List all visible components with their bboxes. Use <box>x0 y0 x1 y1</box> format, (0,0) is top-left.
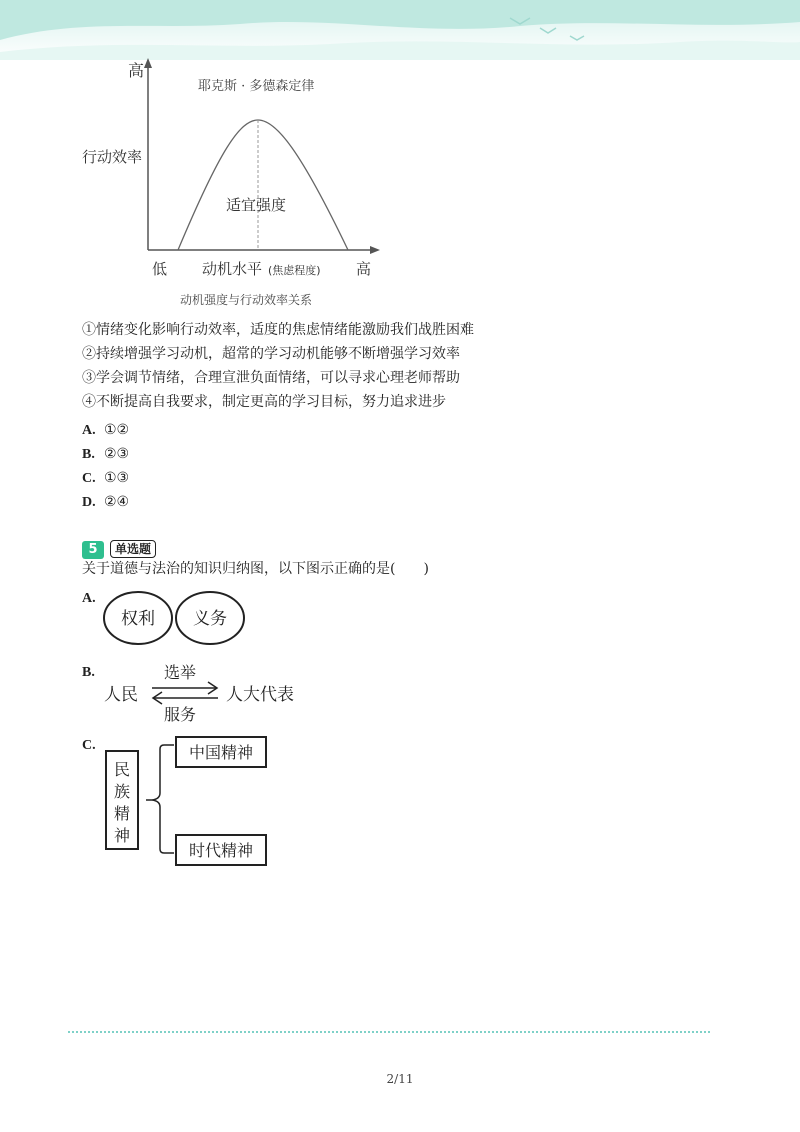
yerkes-dodson-figure <box>80 50 400 320</box>
bracket <box>146 745 174 853</box>
figure-caption: 动机强度与行动效率关系 <box>180 293 313 307</box>
optimal-label: 适宜强度 <box>226 196 287 214</box>
q4-option-a[interactable] <box>82 420 129 441</box>
q4-option-d[interactable] <box>82 492 129 513</box>
y-high-label: 高 <box>128 61 145 80</box>
option-text: ②③ <box>104 446 130 462</box>
footer-divider <box>68 1031 710 1033</box>
option-letter: B. <box>82 665 95 680</box>
era-spirit-label: 时代精神 <box>188 841 254 860</box>
statement-2: ②持续增强学习动机，超常的学习动机能够不断增强学习效率 <box>82 346 460 362</box>
q5-header <box>82 538 156 559</box>
option-text: ②④ <box>104 494 130 510</box>
duties-label: 义务 <box>193 609 227 629</box>
people-deputies-diagram <box>100 660 310 724</box>
x-low-label: 低 <box>152 260 168 278</box>
statement-1: ①情绪变化影响行动效率，适度的焦虑情绪能激励我们战胜困难 <box>82 322 474 338</box>
option-text: ①② <box>104 422 130 438</box>
option-letter: D. <box>82 495 96 510</box>
figure-title: 耶克斯 · 多德森定律 <box>198 79 315 94</box>
rights-label: 权利 <box>121 609 155 629</box>
national-spirit-char: 族 <box>113 782 131 801</box>
y-axis-label: 行动效率 <box>82 148 143 166</box>
china-spirit-label: 中国精神 <box>188 743 254 762</box>
national-spirit-diagram <box>100 735 275 870</box>
national-spirit-char: 民 <box>113 760 131 779</box>
deputies-label: 人大代表 <box>226 685 294 705</box>
option-letter: B. <box>82 447 95 462</box>
option-letter: A. <box>82 591 96 606</box>
question-number: 5 <box>82 541 104 559</box>
page-number: 2/11 <box>386 1072 414 1086</box>
question-type-badge: 单选题 <box>110 540 156 558</box>
option-letter: A. <box>82 423 96 438</box>
q4-option-c[interactable] <box>82 468 129 489</box>
elect-label: 选举 <box>164 663 197 682</box>
statement-4: ④不断提高自我要求，制定更高的学习目标，努力追求进步 <box>82 394 446 410</box>
national-spirit-char: 精 <box>113 804 131 823</box>
rights-duties-diagram <box>100 590 250 650</box>
national-spirit-char: 神 <box>113 826 131 845</box>
option-letter: C. <box>82 471 96 486</box>
option-letter: C. <box>82 738 96 753</box>
x-axis-label: 动机水平 <box>202 260 263 278</box>
serve-label: 服务 <box>164 705 197 724</box>
statement-3: ③学会调节情绪，合理宣泄负面情绪，可以寻求心理老师帮助 <box>82 370 460 386</box>
x-high-label: 高 <box>356 260 372 278</box>
efficiency-curve <box>178 120 348 250</box>
x-axis-note: (焦虑程度) <box>268 264 321 277</box>
q4-option-b[interactable] <box>82 444 129 465</box>
option-text: ①③ <box>104 470 130 486</box>
people-label: 人民 <box>104 685 138 705</box>
q5-stem: 关于道德与法治的知识归纳图，以下图示正确的是( ) <box>82 561 429 577</box>
